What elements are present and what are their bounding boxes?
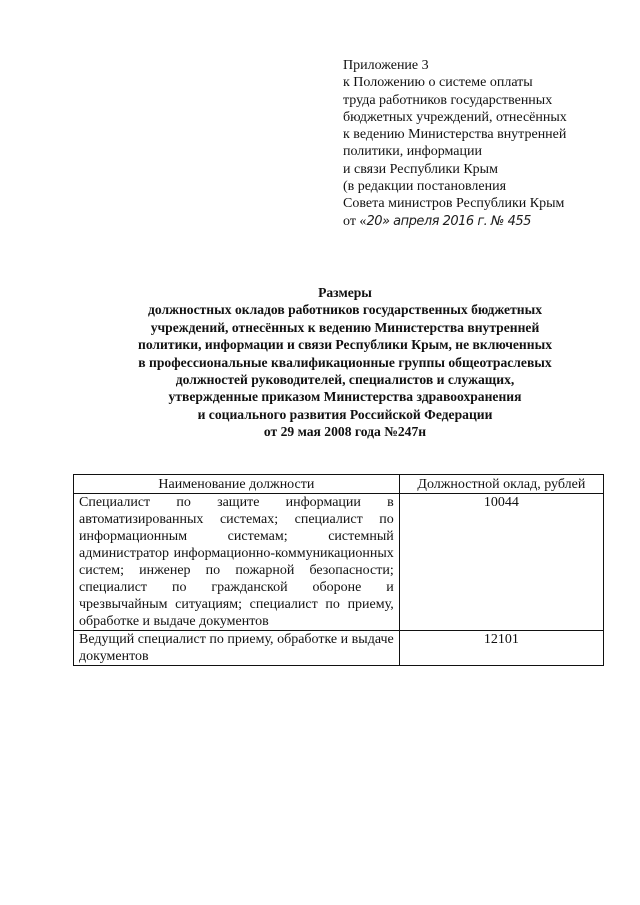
appendix-line: политики, информации bbox=[343, 144, 482, 160]
table-row bbox=[74, 494, 604, 631]
title-line: учреждений, отнесённых к ведению Министерства внутренней bbox=[150, 319, 540, 335]
appendix-line: Совета министров Республики Крым bbox=[343, 196, 565, 212]
position-cell: Ведущий специалист по приему, обработке и выдаче документов bbox=[74, 631, 400, 666]
title-line: в профессиональные квалификационные группы общеотраслевых bbox=[138, 354, 552, 370]
column-header-salary: Должностной оклад, рублей bbox=[399, 475, 603, 494]
salary-cell: 10044 bbox=[399, 494, 603, 631]
appendix-date-line bbox=[343, 213, 603, 230]
appendix-line: Приложение 3 bbox=[343, 58, 429, 73]
document-title bbox=[95, 284, 595, 441]
date-prefix: от « bbox=[343, 213, 367, 229]
handwritten-date-number: 20» апреля 2016 г. № 455 bbox=[366, 213, 531, 229]
title-line: Размеры bbox=[318, 285, 372, 300]
appendix-line: к Положению о системе оплаты bbox=[343, 75, 533, 91]
appendix-block bbox=[343, 57, 603, 230]
position-cell: Специалист по защите информации в автоматизированных системах; специалист по информационным системам; системный администратор информационно-коммуникационных систем; инженер по пожарной безопасности; специалист по гражданской обороне и чрезвычайным ситуациям; специалист по приему, обработке и выдаче документов bbox=[74, 494, 400, 631]
appendix-line: к ведению Министерства внутренней bbox=[343, 127, 567, 143]
title-line: от 29 мая 2008 года №247н bbox=[263, 424, 427, 440]
appendix-line: и связи Республики Крым bbox=[343, 161, 498, 177]
title-line: должностных окладов работников государственных бюджетных bbox=[147, 302, 542, 318]
salary-cell: 12101 bbox=[399, 631, 603, 666]
appendix-line: труда работников государственных bbox=[343, 92, 553, 108]
title-line: утвержденные приказом Министерства здравоохранения bbox=[168, 389, 522, 405]
column-header-position: Наименование должности bbox=[74, 475, 400, 494]
table-header-row bbox=[74, 475, 604, 494]
appendix-line: бюджетных учреждений, отнесённых bbox=[343, 109, 567, 125]
title-line: политики, информации и связи Республики Крым, не включенных bbox=[137, 337, 553, 353]
appendix-line: (в редакции постановления bbox=[343, 179, 507, 195]
table-row bbox=[74, 631, 604, 666]
title-line: должностей руководителей, специалистов и служащих, bbox=[175, 372, 515, 388]
title-line: и социального развития Российской Федерации bbox=[197, 406, 493, 422]
salary-table bbox=[73, 474, 604, 666]
